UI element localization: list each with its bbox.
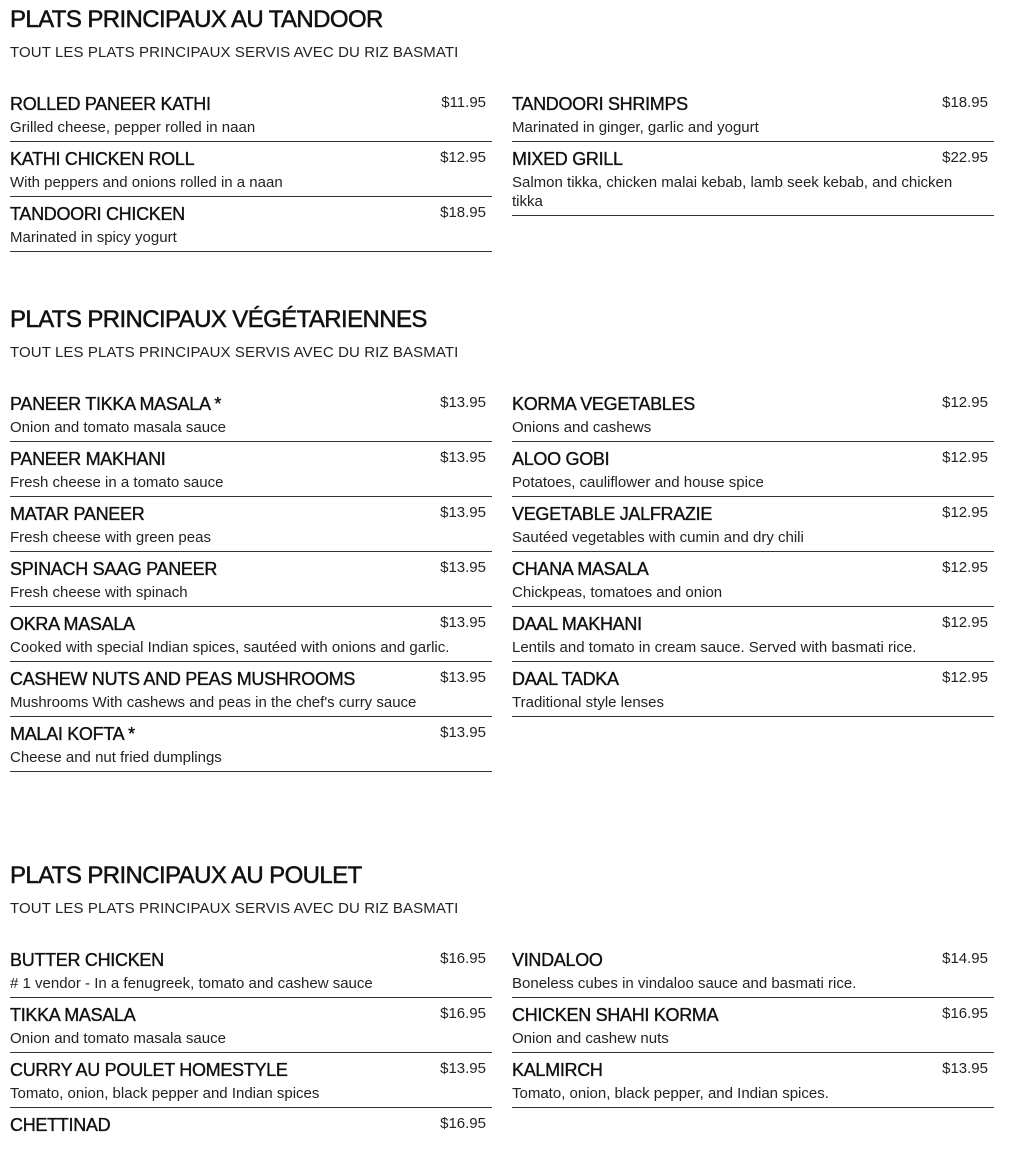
menu-column-left: [10, 394, 492, 779]
menu-item-description: Cheese and nut fried dumplings: [10, 749, 222, 766]
menu-column-left: [10, 950, 492, 1150]
menu-item-description: Marinated in ginger, garlic and yogurt: [512, 119, 759, 136]
menu-item[interactable]: [10, 950, 492, 998]
menu-item-price: $13.95: [942, 1060, 988, 1077]
menu-item-price: $11.95: [441, 94, 486, 111]
menu-item-name: KALMIRCH: [512, 1060, 603, 1080]
menu-item-description: Lentils and tomato in cream sauce. Served with basmati rice.: [512, 639, 917, 656]
menu-item-name: TANDOORI CHICKEN: [10, 204, 185, 224]
menu-item[interactable]: [10, 149, 492, 197]
section-subtitle: TOUT LES PLATS PRINCIPAUX SERVIS AVEC DU RIZ BASMATI: [10, 344, 459, 361]
menu-item-name: CHANA MASALA: [512, 559, 649, 579]
menu-item-name: VINDALOO: [512, 950, 603, 970]
menu-item-price: $14.95: [942, 950, 988, 967]
menu-item[interactable]: [512, 94, 994, 142]
menu-item-name: MATAR PANEER: [10, 504, 145, 524]
menu-item-name: DAAL MAKHANI: [512, 614, 642, 634]
menu-item[interactable]: [512, 449, 994, 497]
menu-item-price: $12.95: [942, 449, 988, 466]
section-title: PLATS PRINCIPAUX AU POULET: [10, 862, 362, 889]
menu-item-description: Onion and cashew nuts: [512, 1030, 669, 1047]
menu-item-price: $12.95: [942, 614, 988, 631]
menu-column-right: [512, 950, 994, 1115]
menu-item-price: $18.95: [942, 94, 988, 111]
menu-item-price: $16.95: [440, 1005, 486, 1022]
menu-item-price: $13.95: [440, 614, 486, 631]
menu-item-price: $13.95: [440, 559, 486, 576]
menu-item-description: Traditional style lenses: [512, 694, 665, 711]
menu-item-name: CASHEW NUTS AND PEAS MUSHROOMS: [10, 669, 356, 689]
menu-item-price: $22.95: [942, 149, 988, 166]
menu-item-price: $13.95: [440, 394, 486, 411]
menu-item-name: BUTTER CHICKEN: [10, 950, 164, 970]
menu-item-description: With peppers and onions rolled in a naan: [10, 174, 283, 191]
menu-item-price: $13.95: [440, 669, 486, 686]
section-title: PLATS PRINCIPAUX VÉGÉTARIENNES: [10, 306, 427, 333]
menu-item-description: # 1 vendor - In a fenugreek, tomato and cashew sauce: [10, 975, 373, 992]
menu-item-description: Sautéed vegetables with cumin and dry chili: [512, 529, 804, 546]
menu-item-name: CURRY AU POULET HOMESTYLE: [10, 1060, 288, 1080]
menu-item[interactable]: [10, 394, 492, 442]
section-tandoor: [10, 6, 994, 246]
menu-item-price: $12.95: [942, 559, 988, 576]
menu-item-price: $12.95: [440, 149, 486, 166]
menu-item-price: $13.95: [440, 724, 486, 741]
menu-item-price: $18.95: [440, 204, 486, 221]
menu-item[interactable]: [10, 614, 492, 662]
menu-item[interactable]: [10, 449, 492, 497]
menu-item[interactable]: [512, 394, 994, 442]
menu-item-description: Boneless cubes in vindaloo sauce and basmati rice.: [512, 975, 857, 992]
menu-item[interactable]: [512, 1060, 994, 1108]
menu-item-description: Grilled cheese, pepper rolled in naan: [10, 119, 256, 136]
menu-item-name: PANEER TIKKA MASALA *: [10, 394, 222, 414]
menu-item-name: TIKKA MASALA: [10, 1005, 136, 1025]
menu-item-name: TANDOORI SHRIMPS: [512, 94, 688, 114]
menu-item-description: Onion and tomato masala sauce: [10, 419, 226, 436]
menu-item[interactable]: [512, 559, 994, 607]
menu-item-name: CHETTINAD: [10, 1115, 111, 1135]
menu-item-name: MALAI KOFTA *: [10, 724, 135, 744]
menu-item-name: ALOO GOBI: [512, 449, 610, 469]
menu-item-description: Mushrooms With cashews and peas in the chef's curry sauce: [10, 694, 417, 711]
section-subtitle: TOUT LES PLATS PRINCIPAUX SERVIS AVEC DU RIZ BASMATI: [10, 900, 459, 917]
menu-item[interactable]: [512, 504, 994, 552]
menu-item-name: CHICKEN SHAHI KORMA: [512, 1005, 719, 1025]
menu-item[interactable]: [10, 1060, 492, 1108]
menu-item-description: Tomato, onion, black pepper and Indian spices: [10, 1085, 320, 1102]
menu-item-name: KATHI CHICKEN ROLL: [10, 149, 195, 169]
menu-item-price: $16.95: [942, 1005, 988, 1022]
menu-item[interactable]: [10, 559, 492, 607]
menu-column-right: [512, 94, 994, 223]
menu-item[interactable]: [10, 94, 492, 142]
menu-item-description: Onion and tomato masala sauce: [10, 1030, 226, 1047]
menu-item-price: $13.95: [440, 449, 486, 466]
menu-item-name: KORMA VEGETABLES: [512, 394, 695, 414]
menu-item[interactable]: [512, 669, 994, 717]
menu-item[interactable]: [512, 149, 994, 216]
menu-item-description: Marinated in spicy yogurt: [10, 229, 177, 246]
menu-item-price: $12.95: [942, 394, 988, 411]
menu-item-description: Salmon tikka, chicken malai kebab, lamb seek kebab, and chicken tikka: [512, 174, 953, 210]
menu-item-name: ROLLED PANEER KATHI: [10, 94, 211, 114]
menu-item-name: SPINACH SAAG PANEER: [10, 559, 218, 579]
menu-item-price: $16.95: [440, 1115, 486, 1132]
menu-item-description: Fresh cheese with spinach: [10, 584, 188, 601]
menu-item[interactable]: [10, 204, 492, 252]
section-subtitle: TOUT LES PLATS PRINCIPAUX SERVIS AVEC DU RIZ BASMATI: [10, 44, 459, 61]
menu-item-description: Cooked with special Indian spices, sautéed with onions and garlic.: [10, 639, 450, 656]
menu-item-price: $13.95: [440, 1060, 486, 1077]
menu-item-name: PANEER MAKHANI: [10, 449, 166, 469]
menu-item-price: $12.95: [942, 504, 988, 521]
menu-item[interactable]: [512, 950, 994, 998]
menu-item[interactable]: [512, 1005, 994, 1053]
menu-item[interactable]: [512, 614, 994, 662]
menu-item-description: Fresh cheese in a tomato sauce: [10, 474, 224, 491]
menu-item-description: Tomato, onion, black pepper, and Indian spices.: [512, 1085, 829, 1102]
section-vegetarian: [10, 306, 994, 766]
menu-item-description: Fresh cheese with green peas: [10, 529, 211, 546]
menu-item[interactable]: [10, 504, 492, 552]
menu-column-left: [10, 94, 492, 259]
menu-item[interactable]: [10, 1115, 492, 1143]
menu-item[interactable]: [10, 669, 492, 717]
menu-item-name: VEGETABLE JALFRAZIE: [512, 504, 713, 524]
menu-item-description: Potatoes, cauliflower and house spice: [512, 474, 764, 491]
menu-item-price: $12.95: [942, 669, 988, 686]
menu-item-name: DAAL TADKA: [512, 669, 619, 689]
menu-item-description: Chickpeas, tomatoes and onion: [512, 584, 723, 601]
menu-item-price: $16.95: [440, 950, 486, 967]
menu-item-description: Onions and cashews: [512, 419, 652, 436]
menu-item[interactable]: [10, 724, 492, 772]
section-title: PLATS PRINCIPAUX AU TANDOOR: [10, 6, 383, 33]
menu-item-price: $13.95: [440, 504, 486, 521]
menu-item-name: MIXED GRILL: [512, 149, 623, 169]
menu-item[interactable]: [10, 1005, 492, 1053]
menu-item-name: OKRA MASALA: [10, 614, 135, 634]
section-chicken: [10, 862, 994, 1135]
menu-column-right: [512, 394, 994, 724]
